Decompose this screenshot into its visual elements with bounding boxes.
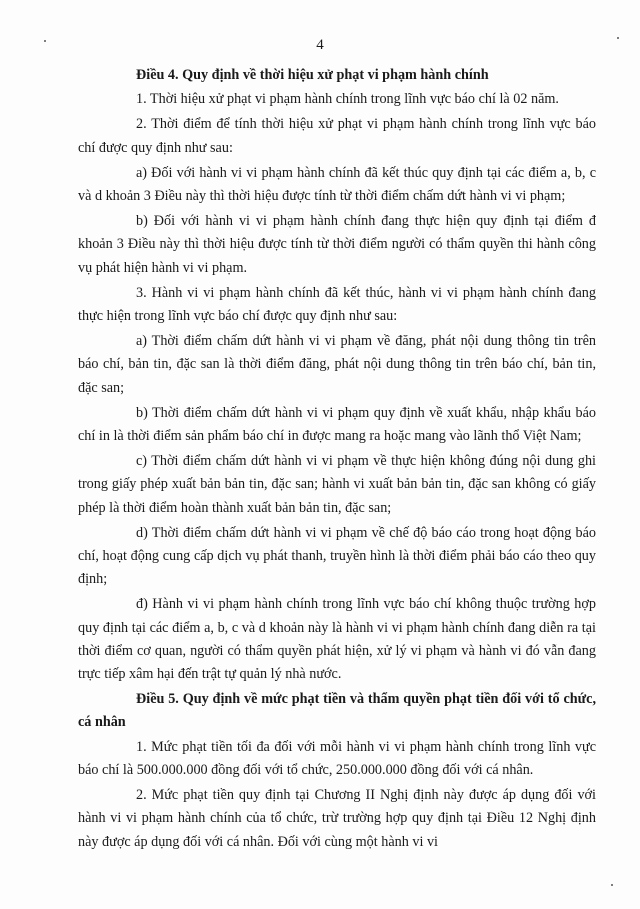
article-4-paragraph: đ) Hành vi vi phạm hành chính trong lĩnh vực báo chí không thuộc trường hợp quy định tại các điểm a, b, c và d khoản này là hành vi vi phạm hành chính đang diễn ra tại thời điểm cơ quan, người có thẩm quyền phát hiện, xử lý vi phạm và hành vi đó vẫn đang trực tiếp xâm hại đến trật tự quản lý nhà nước. — [78, 596, 596, 683]
article-4-paragraph: b) Đối với hành vi vi phạm hành chính đang thực hiện quy định tại điểm đ khoản 3 Điều này thì thời hiệu được tính từ thời điểm người có thẩm quyền thi hành công vụ phát hiện hành vi vi phạm. — [78, 213, 596, 276]
article-4-paragraph: a) Đối với hành vi vi phạm hành chính đã kết thúc quy định tại các điểm a, b, c và d khoản 3 Điều này thì thời hiệu được tính từ thời điểm chấm dứt hành vi vi phạm; — [78, 164, 596, 205]
page-number: 4 — [316, 37, 324, 53]
article-4-paragraph: b) Thời điểm chấm dứt hành vi vi phạm quy định về xuất khẩu, nhập khẩu báo chí in là thời điểm sản phẩm báo chí in được mang ra hoặc mang vào lãnh thổ Việt Nam; — [78, 404, 596, 445]
article-4-paragraph: 1. Thời hiệu xử phạt vi phạm hành chính trong lĩnh vực báo chí là 02 năm. — [136, 91, 559, 108]
article-4-paragraph: 3. Hành vi vi phạm hành chính đã kết thúc, hành vi vi phạm hành chính đang thực hiện trong lĩnh vực báo chí được quy định như sau: — [78, 284, 596, 325]
article-5-paragraph: 2. Mức phạt tiền quy định tại Chương II Nghị định này được áp dụng đối với hành vi vi phạm hành chính của tổ chức, trừ trường hợp quy định tại Điều 12 Nghị định này được áp dụng đối với cá nhân. Đối với cùng một hành vi vi — [78, 787, 596, 850]
article-5-heading: Điều 5. Quy định về mức phạt tiền và thẩm quyền phạt tiền đối với tổ chức, cá nhân — [78, 691, 596, 731]
article-4-paragraph: a) Thời điểm chấm dứt hành vi vi phạm về đăng, phát nội dung thông tin trên báo chí, bản tin, đặc san là thời điểm đăng, phát nội dung thông tin trên báo chí, bản tin, đặc san; — [78, 333, 596, 396]
scan-speck — [611, 884, 613, 886]
article-4-paragraph: c) Thời điểm chấm dứt hành vi vi phạm về thực hiện không đúng nội dung ghi trong giấy phép xuất bản bản tin, đặc san; hành vi xuất bản bản tin, đặc san không có giấy phép là thời điểm hoàn thành xuất bản bản tin, đặc san; — [78, 453, 596, 516]
article-4-paragraph: 2. Thời điểm để tính thời hiệu xử phạt vi phạm hành chính trong lĩnh vực báo chí được quy định như sau: — [78, 116, 596, 156]
article-4-heading: Điều 4. Quy định về thời hiệu xử phạt vi phạm hành chính — [136, 67, 489, 83]
article-4-paragraph: d) Thời điểm chấm dứt hành vi vi phạm về chế độ báo cáo trong hoạt động báo chí, hoạt động cung cấp dịch vụ phát thanh, truyền hình là thời điểm phải báo cáo theo quy định; — [78, 524, 596, 588]
article-5-paragraph: 1. Mức phạt tiền tối đa đối với mỗi hành vi vi phạm hành chính trong lĩnh vực báo chí là 500.000.000 đồng đối với tổ chức, 250.000.000 đồng đối với cá nhân. — [78, 738, 596, 778]
document-body — [78, 64, 596, 856]
